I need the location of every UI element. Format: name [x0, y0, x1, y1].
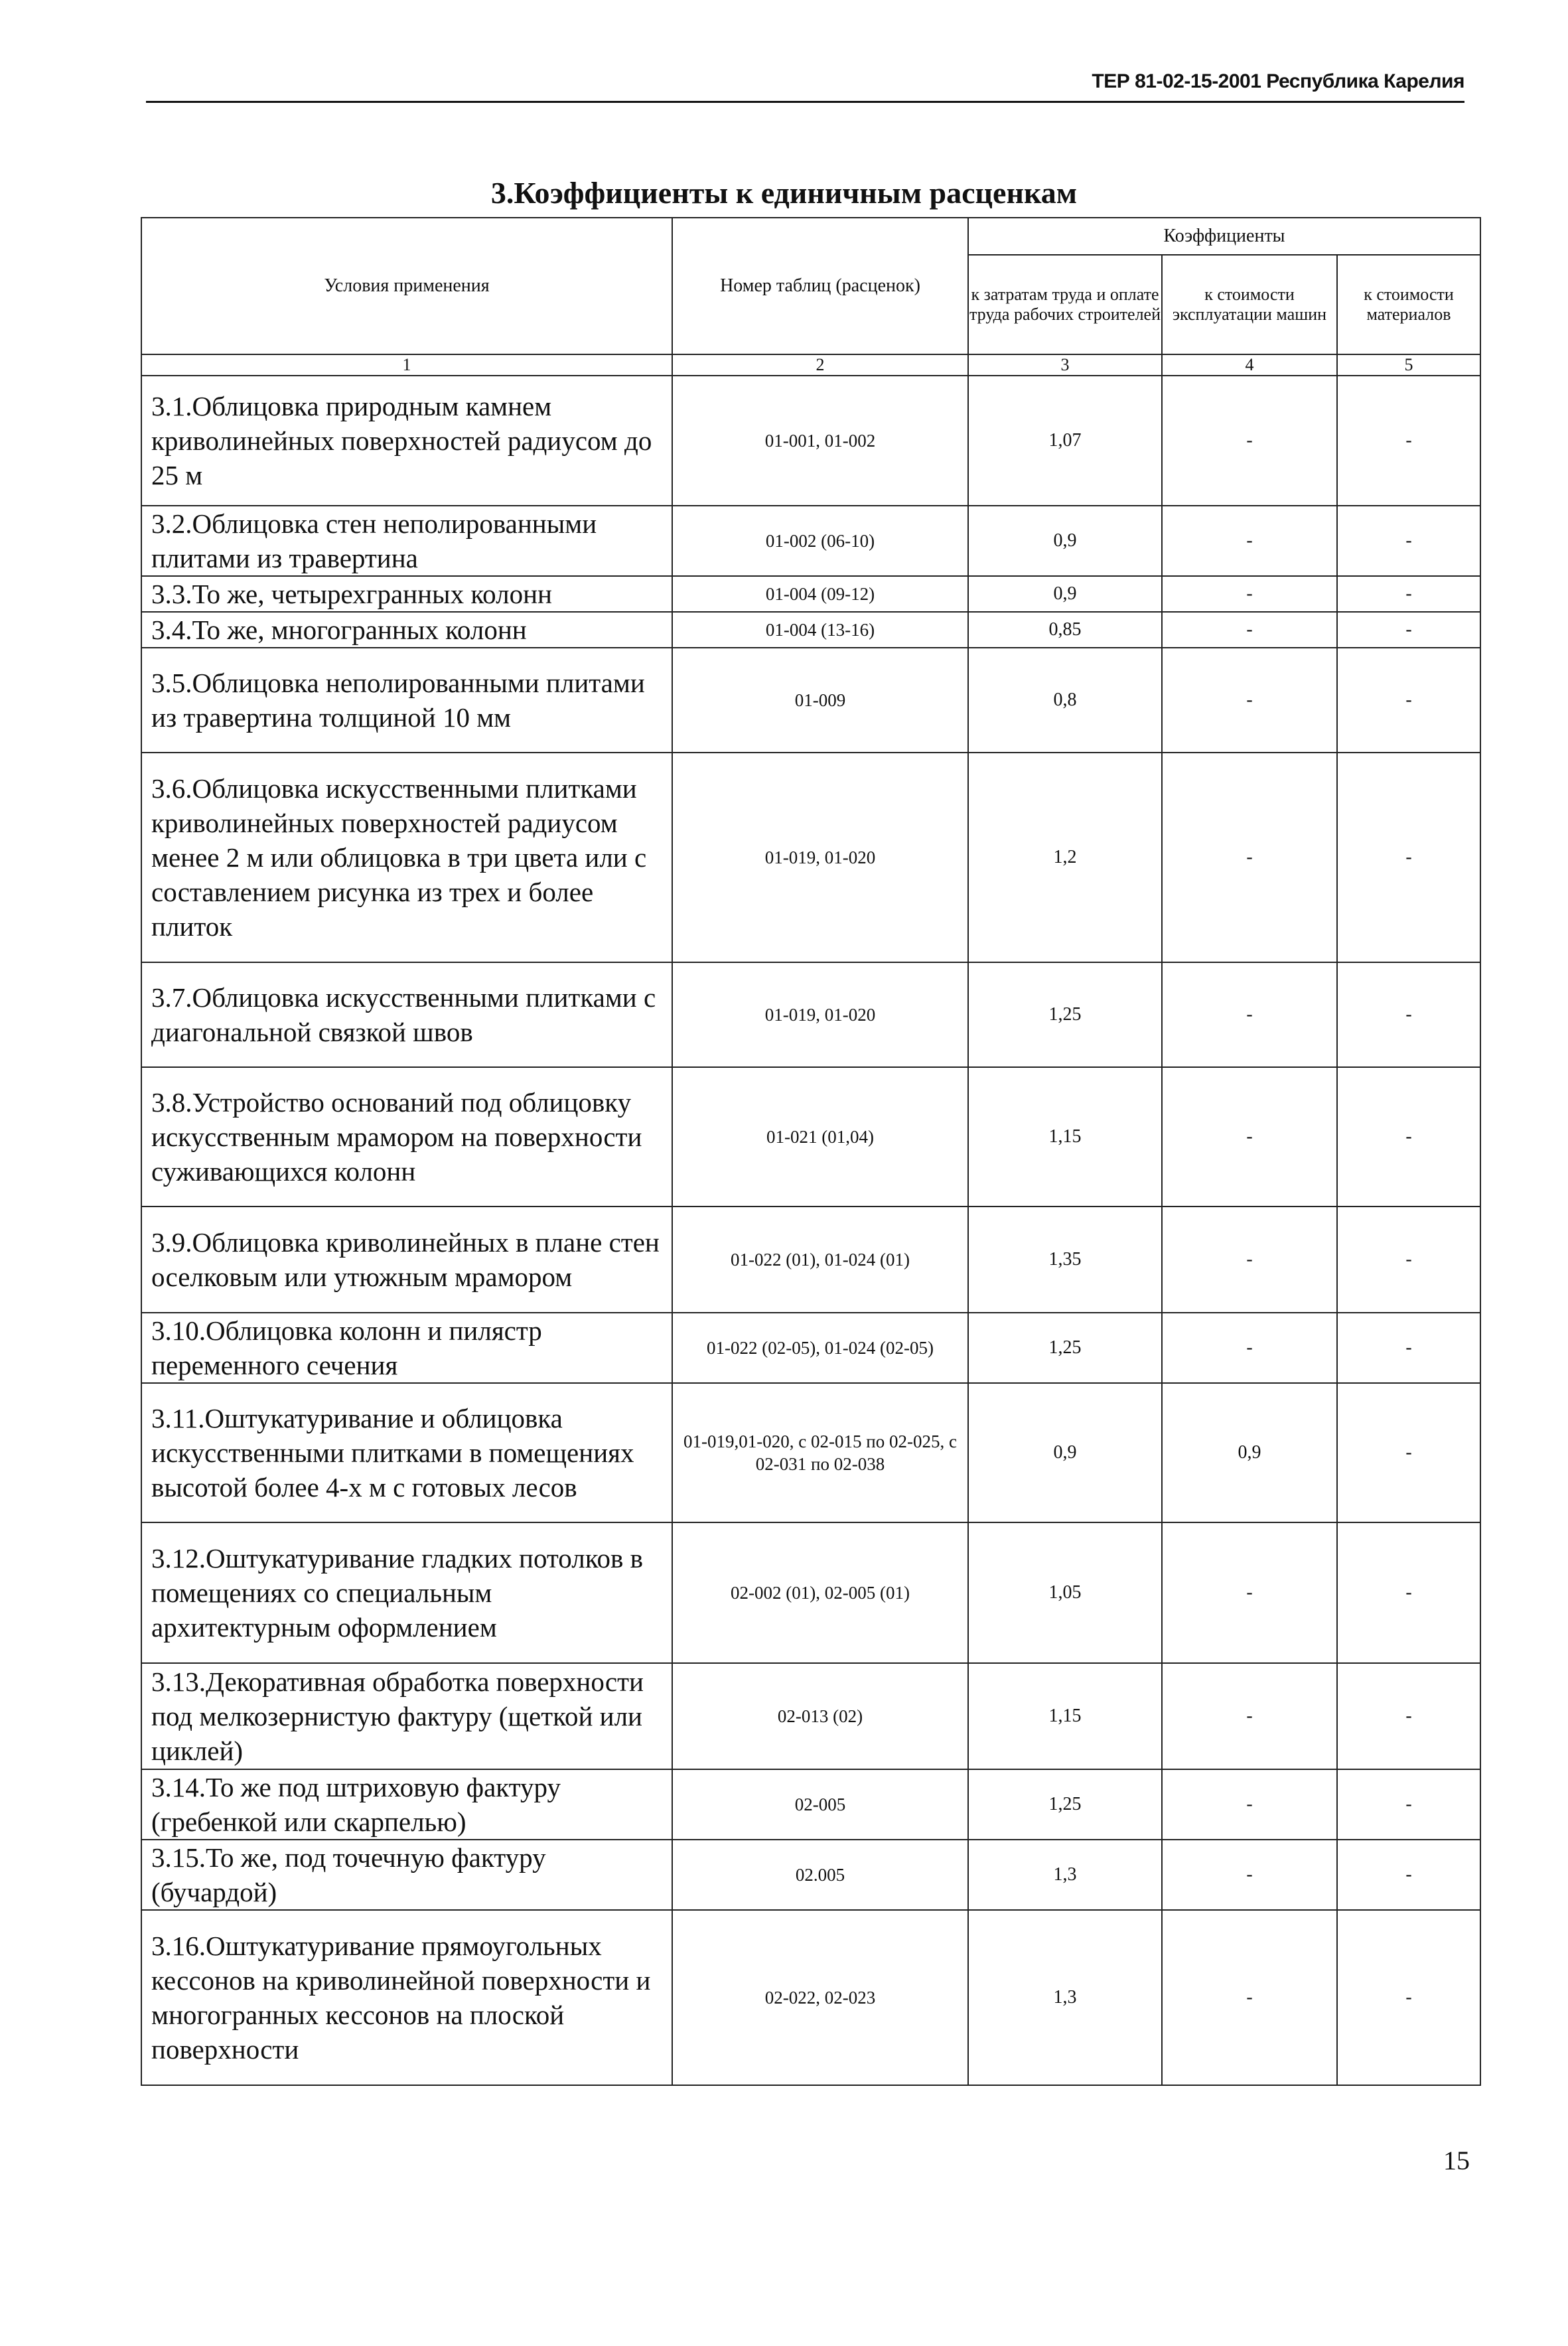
section-title: 3.Коэффициенты к единичным расценкам: [490, 176, 1078, 210]
machines-coefficient: -: [1162, 612, 1337, 648]
labor-coefficient: 0,9: [968, 506, 1162, 576]
materials-coefficient: -: [1337, 1313, 1480, 1383]
table-row: [141, 1769, 1480, 1840]
machines-coefficient: -: [1162, 1522, 1337, 1663]
condition-cell: 3.2.Облицовка стен неполированными плитами из травертина: [141, 506, 672, 576]
table-numbers-cell: 01-004 (13-16): [672, 612, 968, 648]
materials-coefficient: -: [1337, 1910, 1480, 2085]
machines-coefficient: 0,9: [1162, 1383, 1337, 1522]
header-coefficients: Коэффициенты: [968, 218, 1480, 255]
condition-cell: 3.9.Облицовка криволинейных в плане стен оселковым или утюжным мрамором: [141, 1207, 672, 1313]
machines-coefficient: -: [1162, 753, 1337, 962]
header-table-numbers: Номер таблиц (расценок): [672, 218, 968, 354]
table-row: [141, 1207, 1480, 1313]
labor-coefficient: 0,9: [968, 1383, 1162, 1522]
column-number: 1: [141, 354, 672, 376]
header-conditions: Условия применения: [141, 218, 672, 354]
materials-coefficient: -: [1337, 962, 1480, 1067]
materials-coefficient: -: [1337, 576, 1480, 612]
table-numbers-cell: 02-002 (01), 02-005 (01): [672, 1522, 968, 1663]
labor-coefficient: 0,9: [968, 576, 1162, 612]
table-row: [141, 1313, 1480, 1383]
materials-coefficient: -: [1337, 753, 1480, 962]
machines-coefficient: -: [1162, 1769, 1337, 1840]
condition-cell: 3.5.Облицовка неполированными плитами из травертина толщиной 10 мм: [141, 648, 672, 753]
condition-cell: 3.7.Облицовка искусственными плитками с диагональной связкой швов: [141, 962, 672, 1067]
table-row: [141, 1522, 1480, 1663]
machines-coefficient: -: [1162, 376, 1337, 506]
materials-coefficient: -: [1337, 1522, 1480, 1663]
table-numbers-cell: 01-019, 01-020: [672, 962, 968, 1067]
machines-coefficient: -: [1162, 1313, 1337, 1383]
condition-cell: 3.6.Облицовка искусственными плитками криволинейных поверхностей радиусом менее 2 м или облицовка в три цвета или с составлением рисунка из трех и более плиток: [141, 753, 672, 962]
labor-coefficient: 1,25: [968, 1313, 1162, 1383]
table-numbers-cell: 02-013 (02): [672, 1663, 968, 1769]
table-numbers-cell: 01-009: [672, 648, 968, 753]
page-number: 15: [1443, 2146, 1470, 2175]
header-machines: к стоимости эксплуатации машин: [1162, 255, 1337, 354]
materials-coefficient: -: [1337, 1663, 1480, 1769]
materials-coefficient: -: [1337, 376, 1480, 506]
table-row: [141, 576, 1480, 612]
condition-cell: 3.16.Оштукатуривание прямоугольных кессонов на криволинейной поверхности и многогранных кессонов на плоской поверхности: [141, 1910, 672, 2085]
materials-coefficient: -: [1337, 1383, 1480, 1522]
table-row: [141, 612, 1480, 648]
table-row: [141, 753, 1480, 962]
table-row: [141, 1383, 1480, 1522]
table-numbers-cell: 01-022 (02-05), 01-024 (02-05): [672, 1313, 968, 1383]
machines-coefficient: -: [1162, 1067, 1337, 1207]
table-row: [141, 1067, 1480, 1207]
materials-coefficient: -: [1337, 506, 1480, 576]
machines-coefficient: -: [1162, 506, 1337, 576]
materials-coefficient: -: [1337, 612, 1480, 648]
table-row: [141, 1910, 1480, 2085]
header-rule: [146, 101, 1464, 103]
table-numbers-cell: 02-022, 02-023: [672, 1910, 968, 2085]
table-row: [141, 1840, 1480, 1910]
table-row: [141, 506, 1480, 576]
labor-coefficient: 1,35: [968, 1207, 1162, 1313]
condition-cell: 3.4.То же, многогранных колонн: [141, 612, 672, 648]
machines-coefficient: -: [1162, 1840, 1337, 1910]
table-row: [141, 962, 1480, 1067]
header-labor: к затратам труда и оплате труда рабочих строителей: [968, 255, 1162, 354]
condition-cell: 3.12.Оштукатуривание гладких потолков в помещениях со специальным архитектурным оформлением: [141, 1522, 672, 1663]
materials-coefficient: -: [1337, 648, 1480, 753]
machines-coefficient: -: [1162, 576, 1337, 612]
column-number: 5: [1337, 354, 1480, 376]
condition-cell: 3.14.То же под штриховую фактуру (гребенкой или скарпелью): [141, 1769, 672, 1840]
machines-coefficient: -: [1162, 648, 1337, 753]
table-numbers-cell: 01-004 (09-12): [672, 576, 968, 612]
materials-coefficient: -: [1337, 1840, 1480, 1910]
labor-coefficient: 1,07: [968, 376, 1162, 506]
condition-cell: 3.8.Устройство оснований под облицовку искусственным мрамором на поверхности суживающихся колонн: [141, 1067, 672, 1207]
labor-coefficient: 1,15: [968, 1663, 1162, 1769]
table-row: [141, 376, 1480, 506]
condition-cell: 3.13.Декоративная обработка поверхности под мелкозернистую фактуру (щеткой или циклей): [141, 1663, 672, 1769]
machines-coefficient: -: [1162, 962, 1337, 1067]
materials-coefficient: -: [1337, 1769, 1480, 1840]
labor-coefficient: 1,25: [968, 1769, 1162, 1840]
labor-coefficient: 0,8: [968, 648, 1162, 753]
column-number: 3: [968, 354, 1162, 376]
table-numbers-cell: 01-019,01-020, с 02-015 по 02-025, с 02-031 по 02-038: [672, 1383, 968, 1522]
header-materials: к стоимости материалов: [1337, 255, 1480, 354]
labor-coefficient: 1,05: [968, 1522, 1162, 1663]
table-row: [141, 1663, 1480, 1769]
table-numbers-cell: 02-005: [672, 1769, 968, 1840]
table-numbers-cell: 02.005: [672, 1840, 968, 1910]
column-numbers-row: [141, 354, 1480, 376]
machines-coefficient: -: [1162, 1207, 1337, 1313]
column-number: 4: [1162, 354, 1337, 376]
labor-coefficient: 1,25: [968, 962, 1162, 1067]
coefficients-table: [141, 217, 1481, 2086]
table-numbers-cell: 01-022 (01), 01-024 (01): [672, 1207, 968, 1313]
condition-cell: 3.15.То же, под точечную фактуру (бучардой): [141, 1840, 672, 1910]
table-numbers-cell: 01-002 (06-10): [672, 506, 968, 576]
machines-coefficient: -: [1162, 1910, 1337, 2085]
table-numbers-cell: 01-019, 01-020: [672, 753, 968, 962]
materials-coefficient: -: [1337, 1067, 1480, 1207]
materials-coefficient: -: [1337, 1207, 1480, 1313]
condition-cell: 3.10.Облицовка колонн и пилястр переменного сечения: [141, 1313, 672, 1383]
condition-cell: 3.3.То же, четырехгранных колонн: [141, 576, 672, 612]
condition-cell: 3.11.Оштукатуривание и облицовка искусственными плитками в помещениях высотой более 4-х м с готовых лесов: [141, 1383, 672, 1522]
labor-coefficient: 1,15: [968, 1067, 1162, 1207]
column-number: 2: [672, 354, 968, 376]
document-code-header: ТЕР 81-02-15-2001 Республика Карелия: [1092, 70, 1464, 92]
table-numbers-cell: 01-021 (01,04): [672, 1067, 968, 1207]
machines-coefficient: -: [1162, 1663, 1337, 1769]
labor-coefficient: 0,85: [968, 612, 1162, 648]
labor-coefficient: 1,2: [968, 753, 1162, 962]
labor-coefficient: 1,3: [968, 1910, 1162, 2085]
table-row: [141, 648, 1480, 753]
condition-cell: 3.1.Облицовка природным камнем криволинейных поверхностей радиусом до 25 м: [141, 376, 672, 506]
header-row-top: [141, 218, 1480, 255]
labor-coefficient: 1,3: [968, 1840, 1162, 1910]
table-numbers-cell: 01-001, 01-002: [672, 376, 968, 506]
